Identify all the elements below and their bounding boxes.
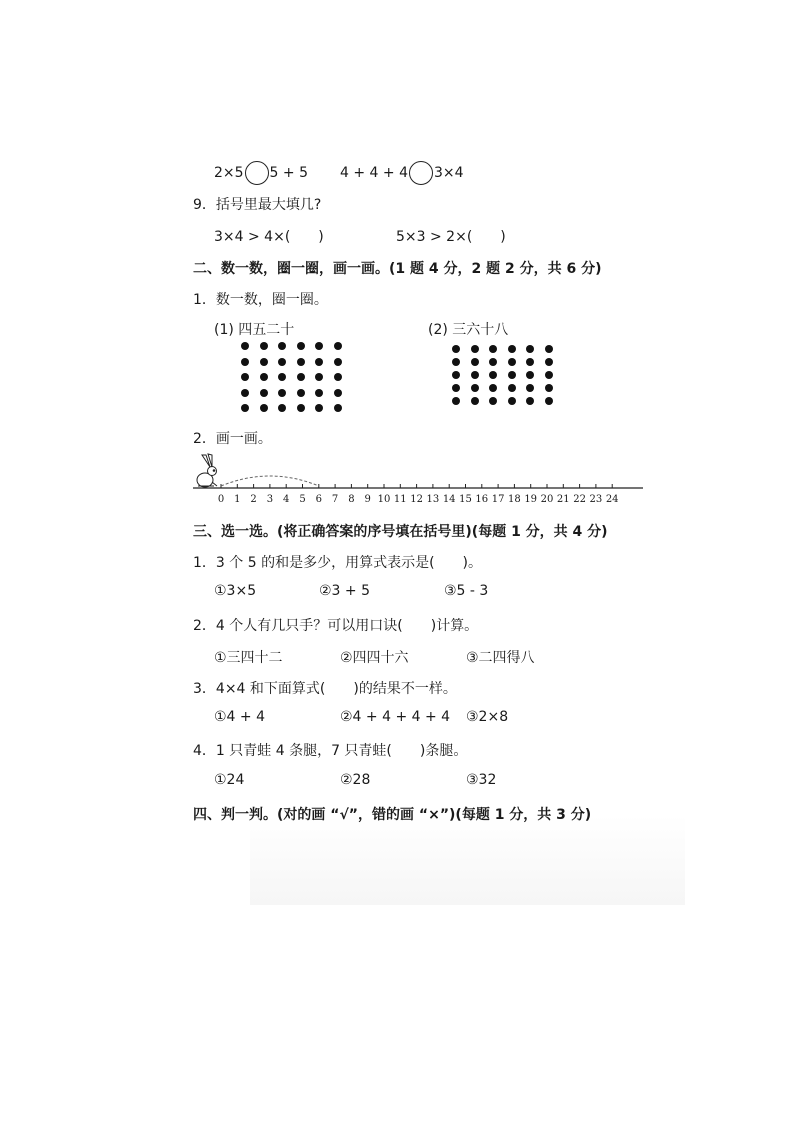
dot: [260, 389, 268, 397]
dot: [545, 358, 553, 366]
dot: [278, 373, 286, 381]
dot: [297, 358, 305, 366]
tick-label: 5: [299, 494, 306, 505]
dot: [315, 389, 323, 397]
dot: [334, 373, 342, 381]
dot: [489, 397, 497, 405]
dot: [526, 345, 534, 353]
tick-label: 9: [364, 494, 371, 505]
dot-grid-b: [452, 345, 553, 405]
dot: [452, 384, 460, 392]
tick-label: 2: [250, 494, 257, 505]
s3-q3: 3．4×4 和下面算式( )的结果不一样。: [193, 681, 457, 697]
dot: [278, 342, 286, 350]
dot: [452, 358, 460, 366]
dot: [241, 373, 249, 381]
dot: [489, 371, 497, 379]
dot: [508, 371, 516, 379]
tick-label: 8: [348, 494, 355, 505]
paper-shadow: [250, 815, 685, 905]
dot: [471, 397, 479, 405]
section3-heading: 三、选一选。(将正确答案的序号填在括号里)(每题 1 分，共 4 分): [193, 524, 608, 540]
s3-q3-option-1[interactable]: ①4 + 4: [214, 709, 265, 725]
dot-grid-a: [241, 342, 342, 412]
dot: [241, 342, 249, 350]
dot: [278, 404, 286, 412]
tick-label: 11: [393, 494, 407, 505]
dot: [315, 342, 323, 350]
dot: [260, 342, 268, 350]
dot: [471, 384, 479, 392]
dot: [508, 358, 516, 366]
q8-right-compare: [340, 161, 464, 185]
dot: [278, 389, 286, 397]
dot: [526, 397, 534, 405]
dot: [471, 345, 479, 353]
tick-label: 18: [508, 494, 521, 505]
s3-q4: 4．1 只青蛙 4 条腿，7 只青蛙( )条腿。: [193, 743, 468, 759]
tick-label: 24: [605, 494, 619, 505]
dot: [508, 345, 516, 353]
dot: [260, 373, 268, 381]
dot: [241, 404, 249, 412]
tick-label: 1: [234, 494, 241, 505]
dot: [241, 358, 249, 366]
dot: [471, 371, 479, 379]
tick-label: 10: [377, 494, 391, 505]
dot: [545, 345, 553, 353]
grid-b-label: (2) 三六十八: [428, 322, 509, 338]
dot: [278, 358, 286, 366]
compare-circle-blank[interactable]: [409, 161, 433, 185]
tick-label: 22: [573, 494, 586, 505]
tick-label: 16: [475, 494, 489, 505]
dot: [297, 389, 305, 397]
dot: [260, 404, 268, 412]
dot: [526, 371, 534, 379]
dot: [471, 358, 479, 366]
s3-q1: 1．3 个 5 的和是多少，用算式表示是( )。: [193, 555, 482, 571]
dot: [297, 342, 305, 350]
section2-q1-title: 1．数一数，圈一圈。: [193, 292, 328, 308]
dot: [545, 397, 553, 405]
tick-label: 6: [315, 494, 322, 505]
dot: [545, 371, 553, 379]
dot: [334, 389, 342, 397]
dot: [452, 371, 460, 379]
tick-label: 12: [410, 494, 423, 505]
section2-q2-title: 2．画一画。: [193, 431, 272, 447]
dot: [452, 345, 460, 353]
dot: [334, 342, 342, 350]
dot: [526, 358, 534, 366]
dot: [489, 345, 497, 353]
dot: [508, 397, 516, 405]
s3-q2-option-3[interactable]: ③二四得八: [466, 650, 535, 666]
dot: [508, 384, 516, 392]
s3-q4-option-1[interactable]: ①24: [214, 772, 245, 788]
tick-label: 0: [217, 494, 225, 505]
s3-q1-option-1[interactable]: ①3×5: [214, 583, 257, 599]
dot: [260, 358, 268, 366]
q8-left-a: 2×5: [214, 165, 244, 181]
s3-q2-option-1[interactable]: ①三四十二: [214, 650, 283, 666]
s3-q2: 2．4 个人有几只手？可以用口诀( )计算。: [193, 618, 479, 634]
q9-title: 9．括号里最大填几?: [193, 197, 322, 213]
tick-label: 23: [589, 494, 603, 505]
s3-q3-option-2[interactable]: ②4 + 4 + 4 + 4: [340, 709, 451, 725]
s3-q1-option-3[interactable]: ③5 - 3: [444, 583, 489, 599]
dot: [315, 358, 323, 366]
dot: [489, 384, 497, 392]
tick-label: 21: [556, 494, 570, 505]
dot: [241, 389, 249, 397]
q8-left-compare: [214, 161, 308, 185]
dot: [297, 404, 305, 412]
s3-q4-option-3[interactable]: ③32: [466, 772, 497, 788]
q8-right-b: 3×4: [433, 165, 464, 181]
s3-q3-option-3[interactable]: ③2×8: [466, 709, 509, 725]
rabbit-icon: [197, 454, 217, 487]
dot: [334, 358, 342, 366]
grid-a-label: (1) 四五二十: [214, 322, 295, 338]
tick-label: 19: [524, 494, 538, 505]
dot: [315, 404, 323, 412]
dot: [297, 373, 305, 381]
compare-circle-blank[interactable]: [245, 161, 269, 185]
tick-label: 15: [459, 494, 472, 505]
s3-q2-option-2[interactable]: ②四四十六: [340, 650, 409, 666]
tick-label: 7: [331, 494, 339, 505]
q9-a: 3×4 > 4×( ): [214, 229, 324, 245]
tick-label: 4: [283, 494, 290, 505]
dot: [315, 373, 323, 381]
tick-label: 17: [491, 494, 505, 505]
tick-label: 20: [540, 494, 554, 505]
tick-label: 14: [442, 494, 456, 505]
dot: [489, 358, 497, 366]
q8-left-b: 5 + 5: [269, 165, 308, 181]
section2-heading: 二、数一数，圈一圈，画一画。(1 题 4 分，2 题 2 分，共 6 分): [193, 261, 602, 277]
dot: [526, 384, 534, 392]
number-line: [188, 452, 648, 494]
tick-label: 13: [426, 494, 440, 505]
q9-b: 5×3 > 2×( ): [396, 229, 506, 245]
tick-label: 3: [266, 494, 274, 505]
section4-heading: 四、判一判。(对的画 “√”，错的画 “×”)(每题 1 分，共 3 分): [193, 807, 592, 823]
dot: [334, 404, 342, 412]
s3-q4-option-2[interactable]: ②28: [340, 772, 371, 788]
q8-right-a: 4 + 4 + 4: [340, 165, 408, 181]
dot: [545, 384, 553, 392]
dot: [452, 397, 460, 405]
s3-q1-option-2[interactable]: ②3 + 5: [319, 583, 370, 599]
